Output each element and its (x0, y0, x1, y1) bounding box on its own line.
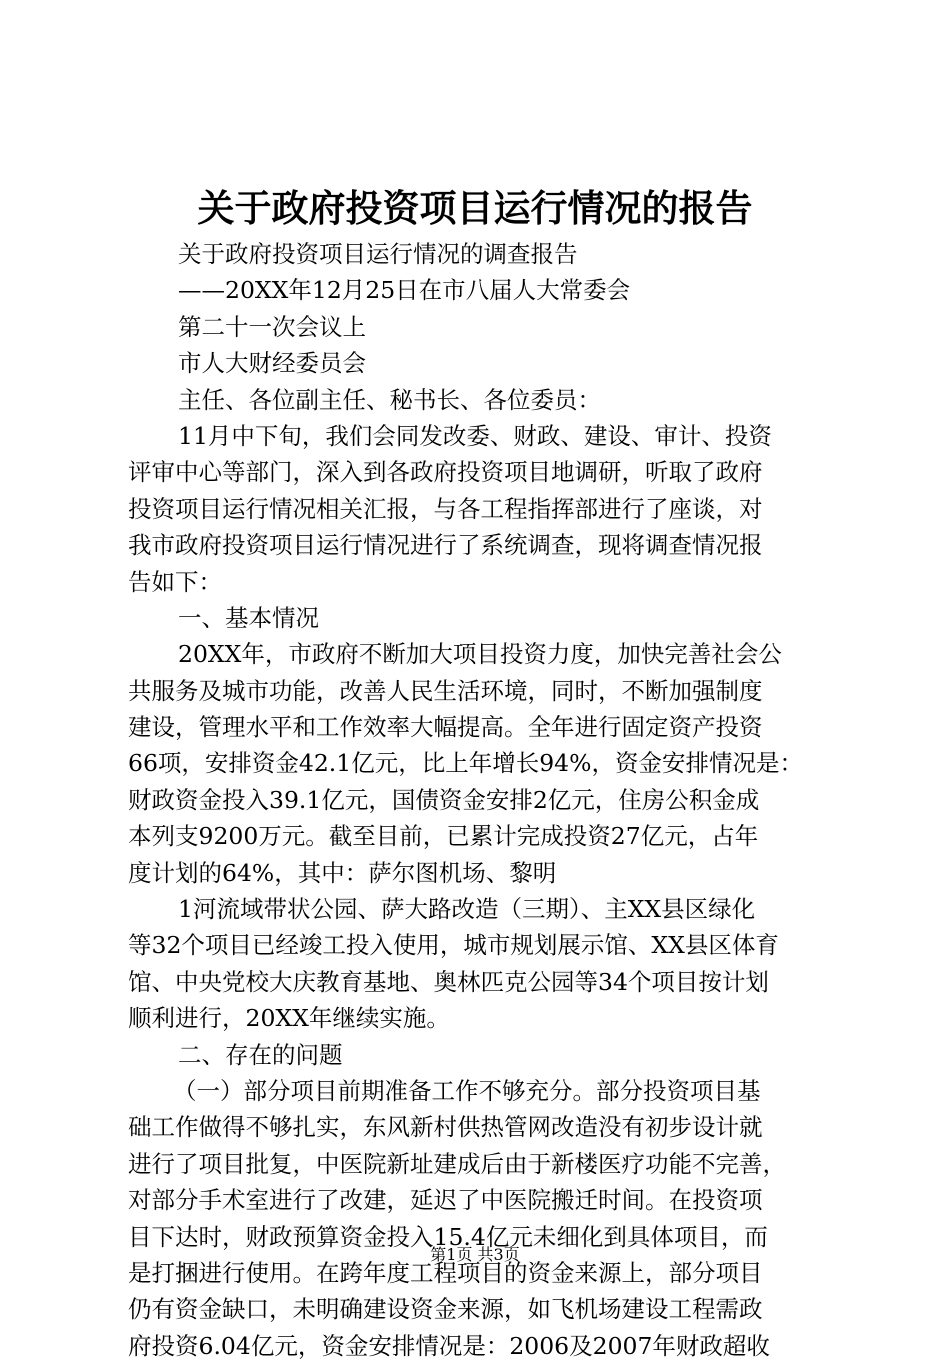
body-line: 我市政府投资项目运行情况进行了系统调查，现将调查情况报 (128, 531, 763, 560)
body-line: 市人大财经委员会 (178, 349, 366, 378)
body-line: 告如下： (128, 567, 222, 596)
body-line: 进行了项目批复，中医院新址建成后由于新楼医疗功能不完善， (128, 1149, 786, 1178)
body-line: 是打捆进行使用。在跨年度工程项目的资金来源上，部分项目 (128, 1258, 763, 1287)
body-line: 等32个项目已经竣工投入使用，城市规划展示馆、XX县区体育 (128, 931, 779, 960)
body-line: 度计划的64%，其中：萨尔图机场、黎明 (128, 858, 557, 887)
body-line: 第二十一次会议上 (178, 312, 366, 341)
body-line: 共服务及城市功能，改善人民生活环境，同时，不断加强制度 (128, 676, 763, 705)
body-line: 11月中下旬，我们会同发改委、财政、建设、审计、投资 (178, 421, 772, 450)
body-line: 1河流域带状公园、萨大路改造（三期）、主XX县区绿化 (178, 895, 756, 924)
body-line: 仍有资金缺口，未明确建设资金来源，如飞机场建设工程需政 (128, 1295, 763, 1324)
body-line: 馆、中央党校大庆教育基地、奥林匹克公园等34个项目按计划 (128, 967, 769, 996)
body-line: 投资项目运行情况相关汇报，与各工程指挥部进行了座谈，对 (128, 494, 763, 523)
body-line: 顺利进行，20XX年继续实施。 (128, 1004, 450, 1033)
document-body (128, 236, 832, 1364)
body-line: 主任、各位副主任、秘书长、各位委员： (178, 385, 601, 414)
body-line: 20XX年，市政府不断加大项目投资力度，加快完善社会公 (178, 640, 782, 669)
body-line: 二、存在的问题 (178, 1040, 343, 1069)
body-line: 础工作做得不够扎实，东风新村供热管网改造没有初步设计就 (128, 1113, 763, 1142)
body-line: 对部分手术室进行了改建，延迟了中医院搬迁时间。在投资项 (128, 1186, 763, 1215)
body-line: 府投资6.04亿元，资金安排情况是：2006及2007年财政超收 (128, 1331, 770, 1360)
body-line: 评审中心等部门，深入到各政府投资项目地调研，听取了政府 (128, 458, 763, 487)
body-line: 目下达时，财政预算资金投入15.4亿元未细化到具体项目，而 (128, 1222, 768, 1251)
body-line: ——20XX年12月25日在市八届人大常委会 (178, 276, 631, 305)
body-line: 财政资金投入39.1亿元，国债资金安排2亿元，住房公积金成 (128, 785, 760, 814)
body-line: 66项，安排资金42.1亿元，比上年增长94%，资金安排情况是： (128, 749, 803, 778)
page-footer: 第1页 共3页 (430, 1245, 520, 1264)
body-line: 建设，管理水平和工作效率大幅提高。全年进行固定资产投资 (128, 713, 763, 742)
body-line: 关于政府投资项目运行情况的调查报告 (178, 240, 578, 268)
document-title: 关于政府投资项目运行情况的报告 (197, 186, 753, 230)
body-line: （一）部分项目前期准备工作不够充分。部分投资项目基 (173, 1076, 761, 1105)
body-line: 本列支9200万元。截至目前，已累计完成投资27亿元，占年 (128, 822, 759, 851)
body-line: 一、基本情况 (178, 603, 319, 632)
